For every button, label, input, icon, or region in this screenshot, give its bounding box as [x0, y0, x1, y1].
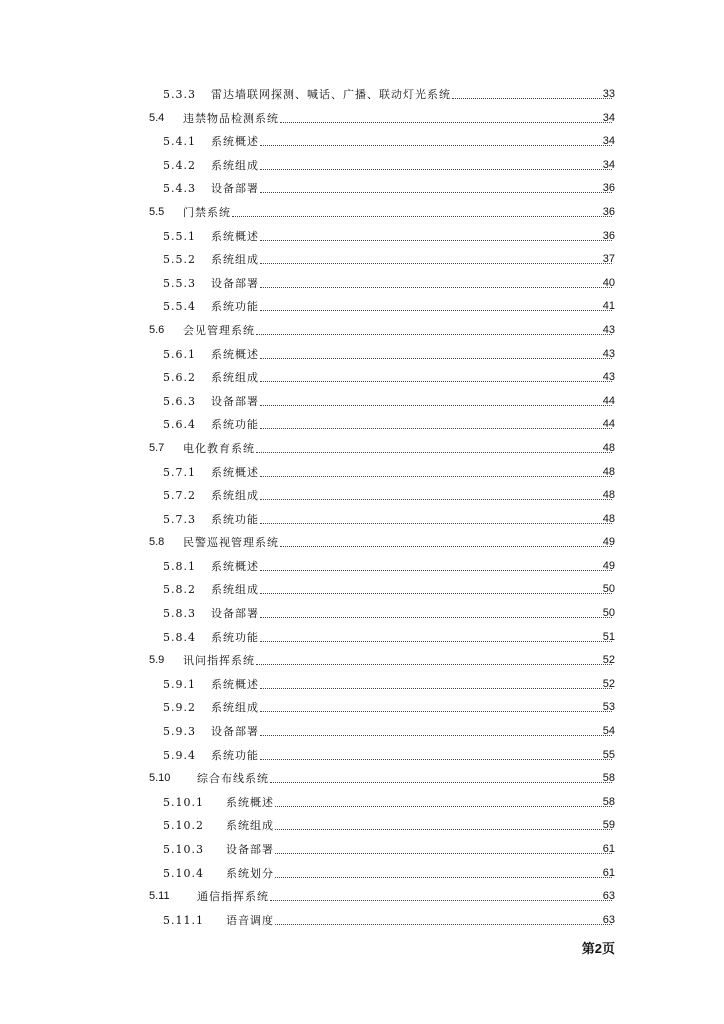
toc-entry[interactable]	[0, 791, 724, 815]
toc-entry-leader	[211, 177, 612, 201]
toc-entry-title: 会见管理系统	[183, 319, 256, 343]
toc-entry-number: 5.5.2	[163, 253, 196, 267]
toc-entry-page: 53	[602, 701, 615, 714]
dot-leader	[275, 791, 612, 815]
toc-entry[interactable]	[0, 602, 724, 626]
dot-leader	[270, 767, 612, 791]
dot-leader	[260, 602, 612, 626]
toc-entry-number: 5.6.2	[163, 371, 196, 385]
toc-entry-title: 设备部署	[226, 838, 275, 862]
toc-entry-leader	[226, 814, 612, 838]
toc-entry-title: 系统组成	[211, 484, 260, 508]
toc-entry-page: 48	[602, 441, 615, 454]
toc-entry-number: 5.10.1	[163, 795, 204, 809]
dot-leader	[260, 555, 612, 579]
toc-entry-title: 设备部署	[211, 602, 260, 626]
toc-entry-leader	[211, 272, 612, 296]
toc-entry-number: 5.9	[149, 654, 165, 667]
toc-entry-number: 5.4.1	[163, 135, 196, 149]
toc-entry-leader	[226, 838, 612, 862]
toc-entry[interactable]	[0, 390, 724, 414]
toc-entry-leader	[211, 508, 612, 532]
toc-entry-number: 5.9.2	[163, 701, 196, 715]
toc-entry-number: 5.3.3	[163, 88, 196, 101]
toc-entry-leader	[183, 201, 612, 225]
toc-entry-title: 系统组成	[211, 696, 260, 720]
toc-entry-number: 5.7.1	[163, 465, 196, 479]
toc-entry-title: 语音调度	[226, 909, 275, 933]
toc-entry-page: 33	[602, 88, 615, 100]
toc-entry-number: 5.7.3	[163, 512, 196, 526]
toc-entry-page: 40	[602, 276, 615, 289]
toc-entry[interactable]	[0, 225, 724, 249]
toc-entry-page: 61	[602, 866, 615, 879]
toc-entry[interactable]	[0, 461, 724, 485]
dot-leader	[260, 177, 612, 201]
toc-entry-page: 51	[602, 630, 615, 643]
toc-entry-title: 系统组成	[226, 814, 275, 838]
toc-entry-title: 综合布线系统	[197, 767, 270, 791]
toc-entry-number: 5.8.1	[163, 559, 196, 573]
toc-entry-leader	[211, 626, 612, 650]
toc-entry-number: 5.9.1	[163, 677, 196, 691]
toc-entry-title: 电化教育系统	[183, 437, 256, 461]
toc-entry-page: 34	[602, 135, 615, 148]
toc-entry-number: 5.7	[149, 441, 165, 454]
toc-entry-leader	[211, 413, 612, 437]
toc-entry[interactable]	[0, 885, 724, 909]
toc-entry-title: 系统概述	[211, 461, 260, 485]
dot-leader	[256, 319, 612, 343]
toc-entry-number: 5.4	[149, 111, 165, 124]
toc-entry[interactable]	[0, 909, 724, 933]
toc-entry-title: 民警巡视管理系统	[183, 531, 280, 555]
toc-entry-number: 5.6.1	[163, 347, 196, 361]
toc-entry-number: 5.8.2	[163, 583, 196, 597]
toc-entry-page: 50	[602, 583, 615, 596]
dot-leader	[275, 909, 612, 933]
toc-entry[interactable]	[0, 295, 724, 319]
toc-entry-number: 5.9.4	[163, 748, 196, 762]
toc-entry-page: 61	[602, 843, 615, 855]
toc-entry-leader	[226, 909, 612, 933]
toc-entry-leader	[211, 461, 612, 485]
toc-entry[interactable]	[0, 177, 724, 201]
toc-entry-title: 通信指挥系统	[197, 885, 270, 909]
toc-entry-title: 系统概述	[211, 225, 260, 249]
toc-entry-leader	[211, 744, 612, 768]
toc-entry-page: 49	[602, 536, 615, 549]
toc-entry-page: 52	[602, 654, 615, 667]
toc-entry-title: 系统功能	[211, 626, 260, 650]
toc-entry-page: 36	[602, 182, 615, 195]
toc-entry-page: 63	[602, 913, 615, 926]
dot-leader	[260, 272, 612, 296]
toc-entry[interactable]	[0, 272, 724, 296]
toc-entry-number: 5.5	[149, 205, 165, 218]
toc-entry-title: 系统概述	[226, 791, 275, 815]
dot-leader	[260, 154, 612, 178]
toc-entry-number: 5.6.3	[163, 394, 196, 408]
toc-entry-page: 49	[602, 559, 615, 572]
toc-entry[interactable]	[0, 626, 724, 650]
dot-leader	[256, 437, 612, 461]
dot-leader	[260, 295, 612, 319]
toc-entry-page: 44	[602, 394, 615, 407]
toc-entry-page: 48	[602, 512, 615, 525]
toc-entry-title: 系统功能	[211, 295, 260, 319]
toc-entry-leader	[211, 484, 612, 508]
toc-entry-leader	[197, 885, 612, 909]
toc-entry-leader	[183, 319, 612, 343]
toc-entry[interactable]	[0, 862, 724, 886]
dot-leader	[260, 578, 612, 602]
toc-entry-page: 44	[602, 418, 615, 431]
toc-entry[interactable]	[0, 248, 724, 272]
toc-entry[interactable]	[0, 696, 724, 720]
toc-entry[interactable]	[0, 319, 724, 343]
toc-entry[interactable]	[0, 673, 724, 697]
dot-leader	[280, 531, 612, 555]
toc-entry-title: 雷达墙联网探测、喊话、广播、联动灯光系统	[211, 83, 452, 107]
dot-leader	[260, 461, 612, 485]
dot-leader	[260, 626, 612, 650]
page-number-footer: 第2页	[581, 941, 615, 956]
toc-entry-title: 违禁物品检测系统	[183, 107, 280, 131]
toc-entry-leader	[211, 390, 612, 414]
dot-leader	[260, 508, 612, 532]
toc-entry-page: 48	[602, 489, 615, 502]
toc-entry-leader	[211, 248, 612, 272]
toc-entry-number: 5.7.2	[163, 489, 196, 503]
dot-leader	[260, 720, 612, 744]
toc-entry[interactable]	[0, 838, 724, 862]
toc-entry-page: 54	[602, 725, 615, 738]
dot-leader	[260, 248, 612, 272]
dot-leader	[260, 343, 612, 367]
toc-entry-leader	[211, 225, 612, 249]
toc-entry-leader	[211, 602, 612, 626]
toc-entry[interactable]	[0, 767, 724, 791]
dot-leader	[280, 107, 612, 131]
toc-entry-leader	[211, 696, 612, 720]
dot-leader	[270, 885, 612, 909]
dot-leader	[260, 673, 612, 697]
toc-entry[interactable]	[0, 744, 724, 768]
toc-entry-title: 系统功能	[211, 508, 260, 532]
toc-entry-title: 系统概述	[211, 130, 260, 154]
dot-leader	[260, 696, 612, 720]
toc-entry-title: 系统组成	[211, 154, 260, 178]
toc-entry-title: 系统组成	[211, 248, 260, 272]
toc-entry-number: 5.10.3	[163, 843, 204, 856]
toc-entry-title: 设备部署	[211, 390, 260, 414]
toc-entry-leader	[211, 673, 612, 697]
toc-entry[interactable]	[0, 83, 724, 107]
dot-leader	[260, 744, 612, 768]
toc-entry-number: 5.11	[149, 890, 170, 903]
toc-entry-page: 59	[602, 819, 615, 832]
toc-entry-title: 系统功能	[211, 413, 260, 437]
toc-entry[interactable]	[0, 107, 724, 131]
toc-entry-number: 5.10	[149, 772, 171, 785]
toc-entry-leader	[211, 343, 612, 367]
toc-entry-leader	[211, 83, 612, 107]
toc-entry-page: 48	[602, 465, 615, 478]
toc-entry-leader	[211, 154, 612, 178]
dot-leader	[260, 225, 612, 249]
dot-leader	[260, 366, 612, 390]
toc-entry-title: 系统划分	[226, 862, 275, 886]
toc-entry-title: 系统概述	[211, 343, 260, 367]
toc-entry-title: 讯问指挥系统	[183, 649, 256, 673]
toc-entry-leader	[226, 791, 612, 815]
toc-entry-leader	[211, 720, 612, 744]
toc-entry[interactable]	[0, 154, 724, 178]
toc-entry-page: 34	[602, 158, 615, 171]
toc-entry-page: 43	[602, 323, 615, 336]
toc-entry-page: 36	[602, 229, 615, 242]
toc-entry-page: 43	[602, 371, 615, 384]
toc-entry-title: 设备部署	[211, 720, 260, 744]
dot-leader	[260, 130, 612, 154]
toc-entry-number: 5.8.4	[163, 630, 196, 644]
toc-entry[interactable]	[0, 814, 724, 838]
toc-entry[interactable]	[0, 484, 724, 508]
toc-entry-title: 系统组成	[211, 366, 260, 390]
toc-entry[interactable]	[0, 649, 724, 673]
toc-entry-number: 5.8.3	[163, 607, 196, 621]
toc-entry[interactable]	[0, 437, 724, 461]
toc-entry[interactable]	[0, 531, 724, 555]
toc-entry-page: 36	[602, 205, 615, 218]
toc-entry-leader	[183, 107, 612, 131]
toc-entry-leader	[211, 366, 612, 390]
toc-entry-number: 5.5.4	[163, 300, 196, 314]
toc-entry[interactable]	[0, 413, 724, 437]
toc-entry-page: 43	[602, 347, 615, 360]
dot-leader	[260, 484, 612, 508]
toc-entry-leader	[211, 555, 612, 579]
toc-entry-page: 55	[602, 748, 615, 761]
toc-entry-title: 设备部署	[211, 177, 260, 201]
toc-entry-number: 5.5.1	[163, 229, 196, 243]
toc-entry-leader	[211, 578, 612, 602]
dot-leader	[275, 838, 612, 862]
toc-entry[interactable]	[0, 578, 724, 602]
toc-entry-number: 5.6	[149, 323, 165, 336]
toc-entry-title: 设备部署	[211, 272, 260, 296]
toc-entry-number: 5.6.4	[163, 418, 196, 432]
toc-entry-leader	[211, 130, 612, 154]
toc-entry-page: 58	[602, 795, 615, 808]
table-of-contents	[0, 83, 724, 932]
toc-entry-page: 50	[602, 607, 615, 620]
toc-entry-title: 系统组成	[211, 578, 260, 602]
dot-leader	[452, 83, 612, 107]
dot-leader	[260, 390, 612, 414]
toc-entry-number: 5.4.2	[163, 158, 196, 172]
toc-entry-leader	[226, 862, 612, 886]
toc-entry-page: 63	[602, 890, 615, 903]
toc-entry-number: 5.5.3	[163, 276, 196, 290]
toc-entry-title: 门禁系统	[183, 201, 232, 225]
toc-entry[interactable]	[0, 201, 724, 225]
dot-leader	[275, 814, 612, 838]
toc-entry-number: 5.10.2	[163, 819, 204, 833]
toc-entry-number: 5.9.3	[163, 725, 196, 739]
toc-entry-page: 41	[602, 300, 615, 313]
toc-entry-leader	[183, 437, 612, 461]
toc-entry-page: 34	[602, 111, 615, 124]
toc-entry-page: 52	[602, 677, 615, 690]
toc-entry-number: 5.10.4	[163, 866, 204, 880]
toc-entry[interactable]	[0, 555, 724, 579]
toc-entry-leader	[183, 649, 612, 673]
toc-entry-leader	[197, 767, 612, 791]
toc-entry-title: 系统功能	[211, 744, 260, 768]
toc-entry-leader	[211, 295, 612, 319]
dot-leader	[260, 413, 612, 437]
toc-entry-page: 37	[602, 253, 615, 266]
toc-entry[interactable]	[0, 366, 724, 390]
toc-entry[interactable]	[0, 343, 724, 367]
toc-entry[interactable]	[0, 508, 724, 532]
toc-entry-title: 系统概述	[211, 555, 260, 579]
toc-entry-number: 5.11.1	[163, 913, 204, 927]
dot-leader	[232, 201, 612, 225]
dot-leader	[275, 862, 612, 886]
toc-entry-leader	[183, 531, 612, 555]
toc-entry[interactable]	[0, 130, 724, 154]
toc-entry-page: 58	[602, 772, 615, 785]
toc-entry-number: 5.4.3	[163, 182, 196, 196]
toc-entry-number: 5.8	[149, 536, 165, 549]
toc-entry[interactable]	[0, 720, 724, 744]
toc-entry-title: 系统概述	[211, 673, 260, 697]
dot-leader	[256, 649, 612, 673]
